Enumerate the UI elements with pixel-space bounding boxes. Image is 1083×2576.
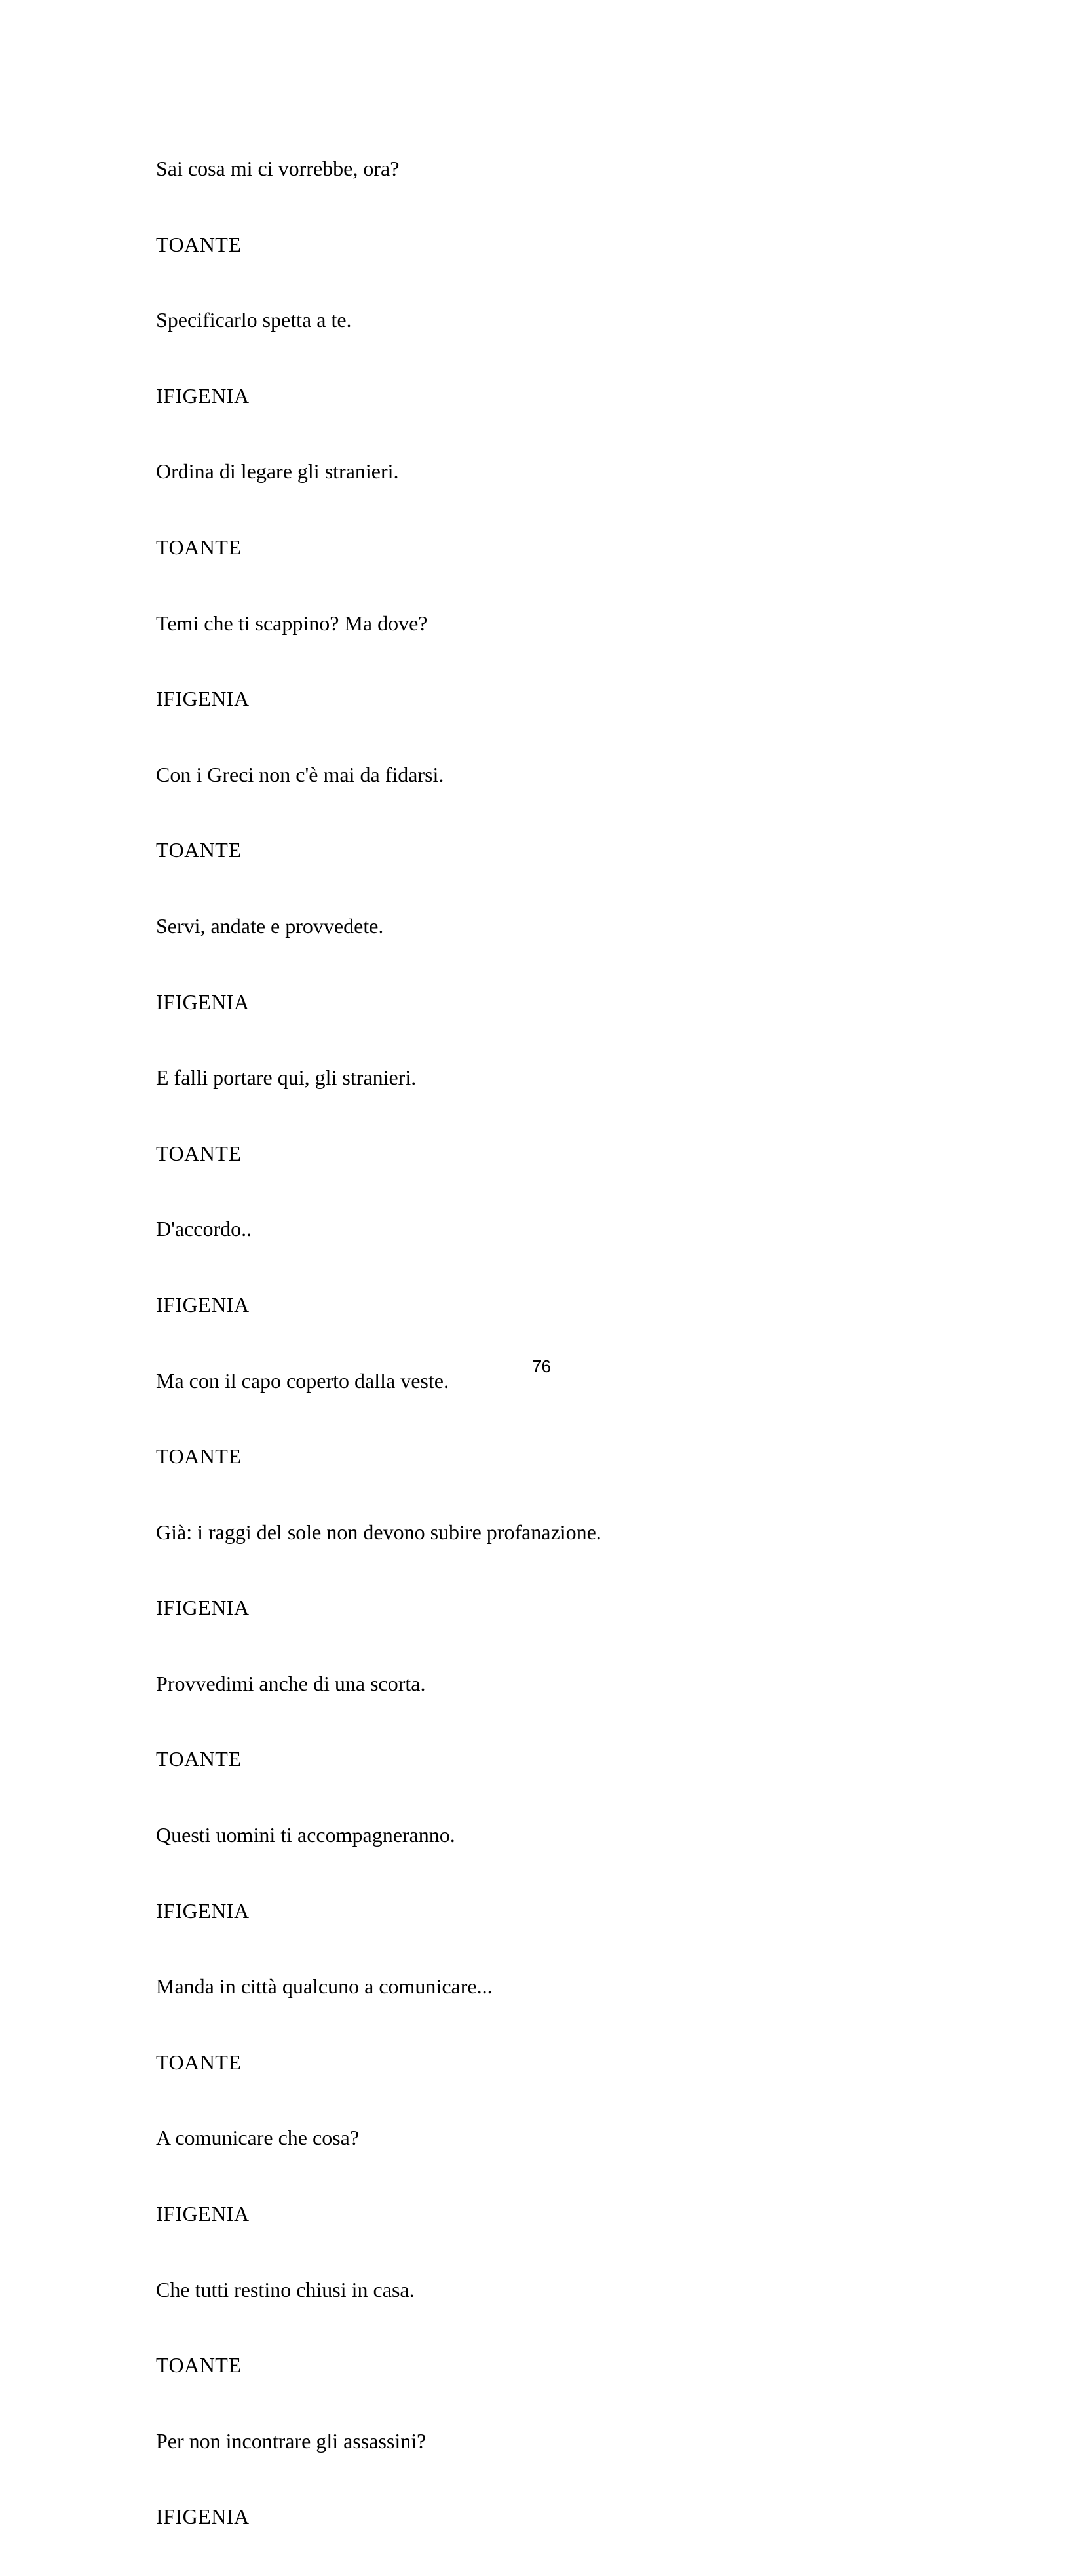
speaker-name: TOANTE [156, 1444, 242, 1469]
speech-line: Già: i raggi del sole non devono subire profanazione. [156, 1520, 601, 1544]
speech-line: Sai cosa mi ci vorrebbe, ora? [156, 157, 400, 180]
speaker-name: TOANTE [156, 1747, 242, 1771]
speaker-name: IFIGENIA [156, 1596, 250, 1620]
speech-line: D'accordo.. [156, 1217, 252, 1241]
speech-line: Con i Greci non c'è mai da fidarsi. [156, 762, 444, 786]
speaker-name: IFIGENIA [156, 1898, 250, 1923]
speaker-name: IFIGENIA [156, 1292, 250, 1317]
speaker-name: IFIGENIA [156, 2202, 250, 2226]
speech-line: Questi uomini ti accompagneranno. [156, 1823, 455, 1847]
speech-line: Per non incontrare gli assassini? [156, 2429, 427, 2453]
speaker-name: TOANTE [156, 838, 242, 862]
speaker-name: TOANTE [156, 232, 242, 256]
speech-line: Ma con il capo coperto dalla veste. [156, 1368, 449, 1393]
speech-line: Temi che ti scappino? Ma dove? [156, 611, 428, 635]
speech-line: Servi, andate e provvedete. [156, 913, 384, 938]
speaker-name: IFIGENIA [156, 990, 250, 1014]
speaker-name: IFIGENIA [156, 383, 250, 408]
speaker-name: TOANTE [156, 2353, 242, 2377]
speech-line: A comunicare che cosa? [156, 2126, 360, 2150]
speech-line: Che tutti restino chiusi in casa. [156, 2277, 415, 2301]
speech-line: Specificarlo spetta a te. [156, 308, 352, 332]
speaker-name: TOANTE [156, 535, 242, 559]
speaker-name: IFIGENIA [156, 687, 250, 711]
speaker-name: TOANTE [156, 2050, 242, 2074]
speech-line: Manda in città qualcuno a comunicare... [156, 1974, 493, 1999]
speech-line: Provvedimi anche di una scorta. [156, 1671, 426, 1695]
speech-line: E falli portare qui, gli stranieri. [156, 1066, 417, 1090]
page-number: 76 [532, 1356, 551, 1376]
speaker-name: IFIGENIA [156, 2505, 250, 2529]
speaker-name: TOANTE [156, 1141, 242, 1165]
speech-line: Ordina di legare gli stranieri. [156, 459, 399, 484]
